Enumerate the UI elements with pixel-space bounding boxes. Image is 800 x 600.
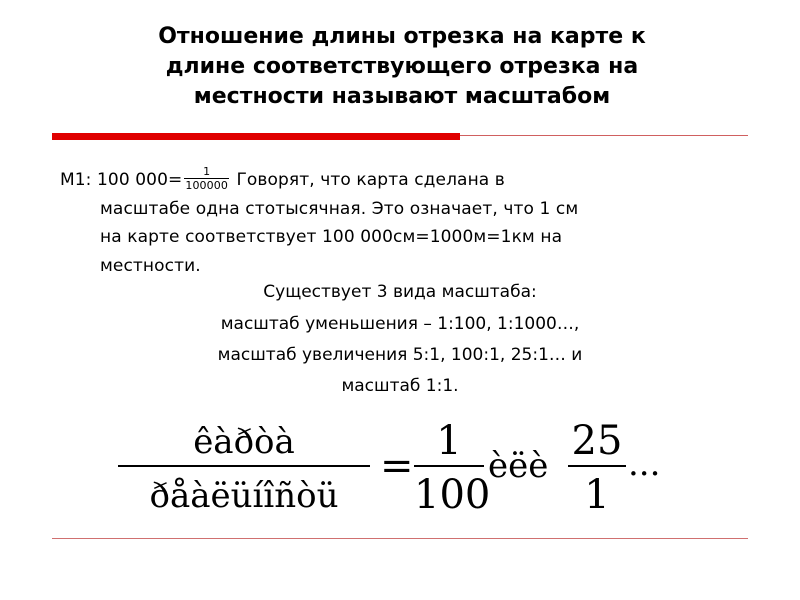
slide-title bbox=[70, 22, 734, 112]
scale-type-one-to-one: масштаб 1:1. bbox=[341, 376, 459, 396]
formula-lhs-bar bbox=[118, 465, 370, 467]
title-line-3: местности называют масштабом bbox=[193, 84, 611, 109]
inline-fraction-denominator: 100000 bbox=[185, 178, 228, 192]
formula-fraction-25-1 bbox=[568, 418, 626, 528]
formula-frac1-bar bbox=[414, 465, 484, 467]
paragraph-line-2: масштабе одна стотысячная. Это означает, что 1 см bbox=[100, 198, 579, 219]
formula-frac1-denominator: 100 bbox=[414, 472, 491, 518]
title-divider-accent bbox=[52, 133, 460, 140]
paragraph-line-1: Говорят, что карта сделана в bbox=[230, 170, 505, 190]
paragraph-line-4: местности. bbox=[100, 255, 201, 276]
paragraph-line-3: на карте соответствует 100 000см=1000м=1км на bbox=[100, 227, 563, 247]
formula-frac1-numerator: 1 bbox=[436, 418, 462, 464]
scale-type-enlargement: масштаб увеличения 5:1, 100:1, 25:1… и bbox=[217, 345, 583, 365]
scale-types-heading: Существует 3 вида масштаба: bbox=[263, 282, 537, 302]
formula-ellipsis: ... bbox=[628, 444, 661, 484]
bottom-divider-line bbox=[52, 538, 748, 539]
formula-equals: = bbox=[380, 443, 414, 489]
inline-fraction bbox=[184, 165, 229, 192]
scale-definition-paragraph bbox=[60, 166, 760, 280]
title-line-2: длине соответствующего отрезка на bbox=[165, 54, 639, 79]
formula-lhs-denominator: ðåàëüíîñòü bbox=[149, 476, 339, 516]
formula-map-over-terrain bbox=[118, 418, 370, 528]
scale-formula bbox=[112, 418, 712, 528]
title-line-1: Отношение длины отрезка на карте к bbox=[158, 24, 646, 49]
formula-frac2-bar bbox=[568, 465, 626, 467]
formula-lhs-numerator: êàðòà bbox=[193, 422, 295, 462]
scale-type-reduction: масштаб уменьшения – 1:100, 1:1000…, bbox=[220, 314, 580, 334]
formula-frac2-numerator: 25 bbox=[571, 418, 623, 464]
formula-fraction-1-100 bbox=[414, 418, 491, 528]
scale-prefix: М1: 100 000= bbox=[60, 170, 183, 190]
formula-or-word: èëè bbox=[488, 446, 549, 486]
formula-frac2-denominator: 1 bbox=[584, 472, 610, 518]
inline-fraction-numerator: 1 bbox=[203, 164, 211, 178]
